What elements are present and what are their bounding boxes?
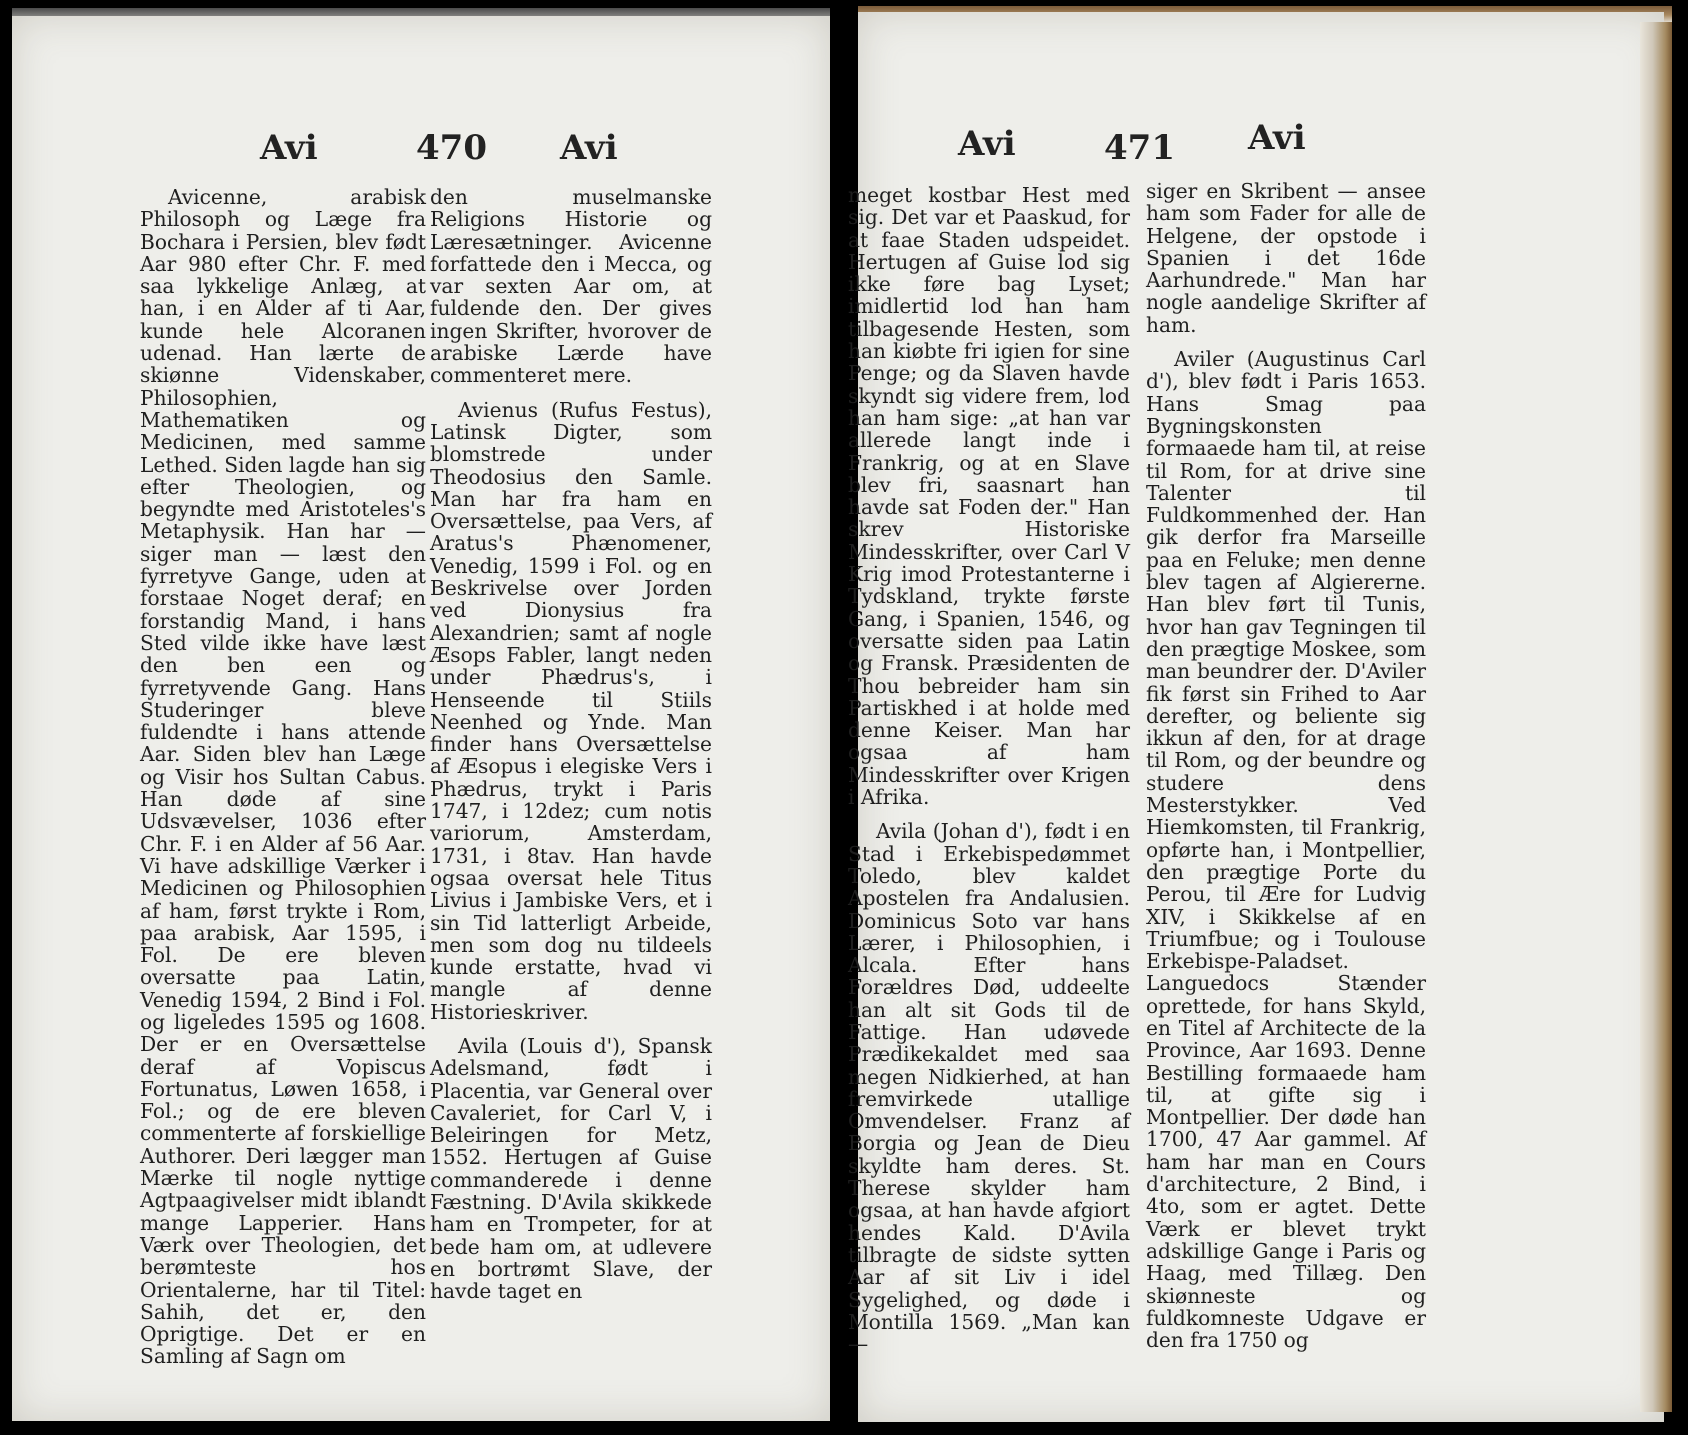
entry-avila-johan-continued: siger en Skribent — ansee ham som Fader for alle de Helgene, der opstode i Spanien i det 16de Aarhundrede." Man har nogle aandelige Skrifter af ham. [1146,179,1426,337]
left-page-header-right: Avi [560,128,618,168]
left-page-header-left: Avi [260,128,318,168]
right-page-header-left: Avi [958,124,1016,164]
right-page-header-right: Avi [1248,118,1306,158]
entry-avienus: Avienus (Rufus Festus), Latinsk Digter, som blomstrede under Theodosius den Samle. Man har fra ham en Oversættelse, paa Vers, af Aratus's Phænomener, Venedig, 1599 i Fol. og en Beskrivelse over Jorden ved Dionysius fra Alexandrien; samt af nogle Æsops Fabler, langt neden under Phædrus's, i Henseende til Stiils Neenhed og Ynde. Man finder hans Oversættelse af Æsopus i elegiske Vers i Phædrus, trykt i Paris 1747, i 12dez; cum notis variorum, Amsterdam, 1731, i 8tav. Han havde ogsaa oversat hele Titus Livius i Jambiske Vers, et i sin Tid latterligt Arbeide, men som dog nu tildeels kunde erstatte, hvad vi mangle af denne Historieskriver. [430,397,712,1024]
entry-aviler: Aviler (Augustinus Carl d'), blev født i Paris 1653. Hans Smag paa Bygningskonsten formaaede ham til, at reise til Rom, for at drive sine Talenter til Fuldkommenhed der. Han gik derfor fra Marseille paa en Feluke; men denne blev tagen af Algiererne. Han blev ført til Tunis, hvor han gav Tegningen til den prægtige Moskee, som man beundrer der. D'Aviler fik først sin Frihed to Aar derefter, og beliente sig ikkun af den, for at drage til Rom, og der beundre og studere dens Mesterstykker. Ved Hiemkomsten, til Frankrig, opførte han, i Montpellier, den prægtige Porte du Perou, til Ære for Ludvig XIV, i Skikkelse af en Triumfbue; og i Toulouse Erkebispe-Paladset. Languedocs Stænder oprettede, for hans Skyld, en Titel af Architecte de la Province, Aar 1693. Denne Bestilling formaaede ham til, at gifte sig i Montpellier. Der døde han 1700, 47 Aar gammel. Af ham har man en Cours d'architecture, 2 Bind, i 4to, som er agtet. Dette Værk er blevet trykt adskillige Gange i Paris og Haag, med Tillæg. Den skiønneste og fuldkomneste Udgave er den fra 1750 og [1146,347,1426,1353]
right-page-column-1 [848,184,1130,1367]
entry-avicenne: Avicenne, arabisk Philosoph og Læge fra Bochara i Persien, blev født Aar 980 efter Chr. F. med saa lykkelige Anlæg, at han, i en Alder af ti Aar, kunde hele Alcoranen udenad. Han lærte de skiønne Videnskaber, Philosophien, Mathematiken og Medicinen, med samme Lethed. Siden lagde han sig efter Theologien, og begyndte med Aristoteles's Metaphysik. Han har — siger man — læst den fyrretyve Gange, uden at forstaae Noget deraf; en forstandig Mand, i hans Sted vilde ikke have læst den ben een og fyrretyvende Gang. Hans Studeringer bleve fuldendte i hans attende Aar. Siden blev han Læge og Visir hos Sultan Cabus. Han døde af sine Udsvævelser, 1036 efter Chr. F. i en Alder af 56 Aar. Vi have adskillige Værker i Medicinen og Philosophien af ham, først trykte i Rom, paa arabisk, Aar 1595, i Fol. De ere bleven oversatte paa Latin, Venedig 1594, 2 Bind i Fol. og ligeledes 1595 og 1608. Der er en Oversættelse deraf af Vopiscus Fortunatus, Løwen 1658, i Fol.; og de ere bleven commenterte af forskiellige Authorer. Deri lægger man Mærke til nogle nyttige Agtpaagivelser midt iblandt mange Lapperier. Hans Værk over Theologien, det berømteste hos Orientalerne, har til Titel: Sahih, det er, den Oprigtige. Det er en Samling af Sagn om [140,185,426,1369]
right-page [848,12,1664,1422]
left-page-number: 470 [416,128,487,168]
entry-avila-louis: Avila (Louis d'), Spansk Adelsmand, født i Placentia, var General over Cavaleriet, for Carl V, i Beleiringen for Metz, 1552. Hertugen af Guise commanderede i denne Fæstning. D'Avila skikkede ham en Trompeter, for at bede ham om, at udlevere en bortrømt Slave, der havde taget en [430,1033,712,1304]
entry-avicenne-continued: den muselmanske Religions Historie og Læresætninger. Avicenne forfattede den i Mecca, og var sexten Aar om, at fuldende den. Der gives ingen Skrifter, hvorover de arabiske Lærde have commenteret mere. [430,185,712,388]
right-page-number: 471 [1104,128,1175,168]
right-page-column-2 [1146,180,1426,1363]
right-page-fore-edge [1640,22,1672,1412]
entry-avila-louis-continued: meget kostbar Hest med sig. Det var et Paaskud, for at faae Staden udspeidet. Hertugen af Guise lod sig ikke føre bag Lyset; imidlertid lod han ham tilbagesende Hesten, som han kiøbte fri igien for sine Penge; og da Slaven havde skyndt sig videre frem, lod han ham sige: „at han var allerede langt inde i Frankrig, og at en Slave blev fri, saasnart han havde sat Foden der." Han skrev Historiske Mindesskrifter, over Carl V Krig imod Protestanterne i Tydskland, trykte første Gang, i Spanien, 1546, og oversatte siden paa Latin og Fransk. Præsidenten de Thou bebreider ham sin Partiskhed i at holde med denne Keiser. Man har ogsaa af ham Mindesskrifter over Krigen i Afrika. [848,183,1130,810]
left-page-column-1 [140,186,426,1380]
entry-avila-johan: Avila (Johan d'), født i en Stad i Erkebispedømmet Toledo, blev kaldet Apostelen fra Andalusien. Dominicus Soto var hans Lærer, i Philosophien, i Alcala. Efter hans Forældres Død, uddeelte han alt sit Gods til de Fattige. Han udøvede Prædikekaldet med saa megen Nidkierhed, at han fremvirkede utallige Omvendelser. Franz af Borgia og Jean de Dieu skyldte ham deres. St. Therese skylder ham ogsaa, at han havde afgiort hendes Kald. D'Avila tilbragte de sidste sytten Aar af sit Liv i idel Sygelighed, og døde i Montilla 1569. „Man kan — [848,819,1130,1357]
left-page-column-2 [430,186,712,1315]
left-page [12,16,830,1421]
